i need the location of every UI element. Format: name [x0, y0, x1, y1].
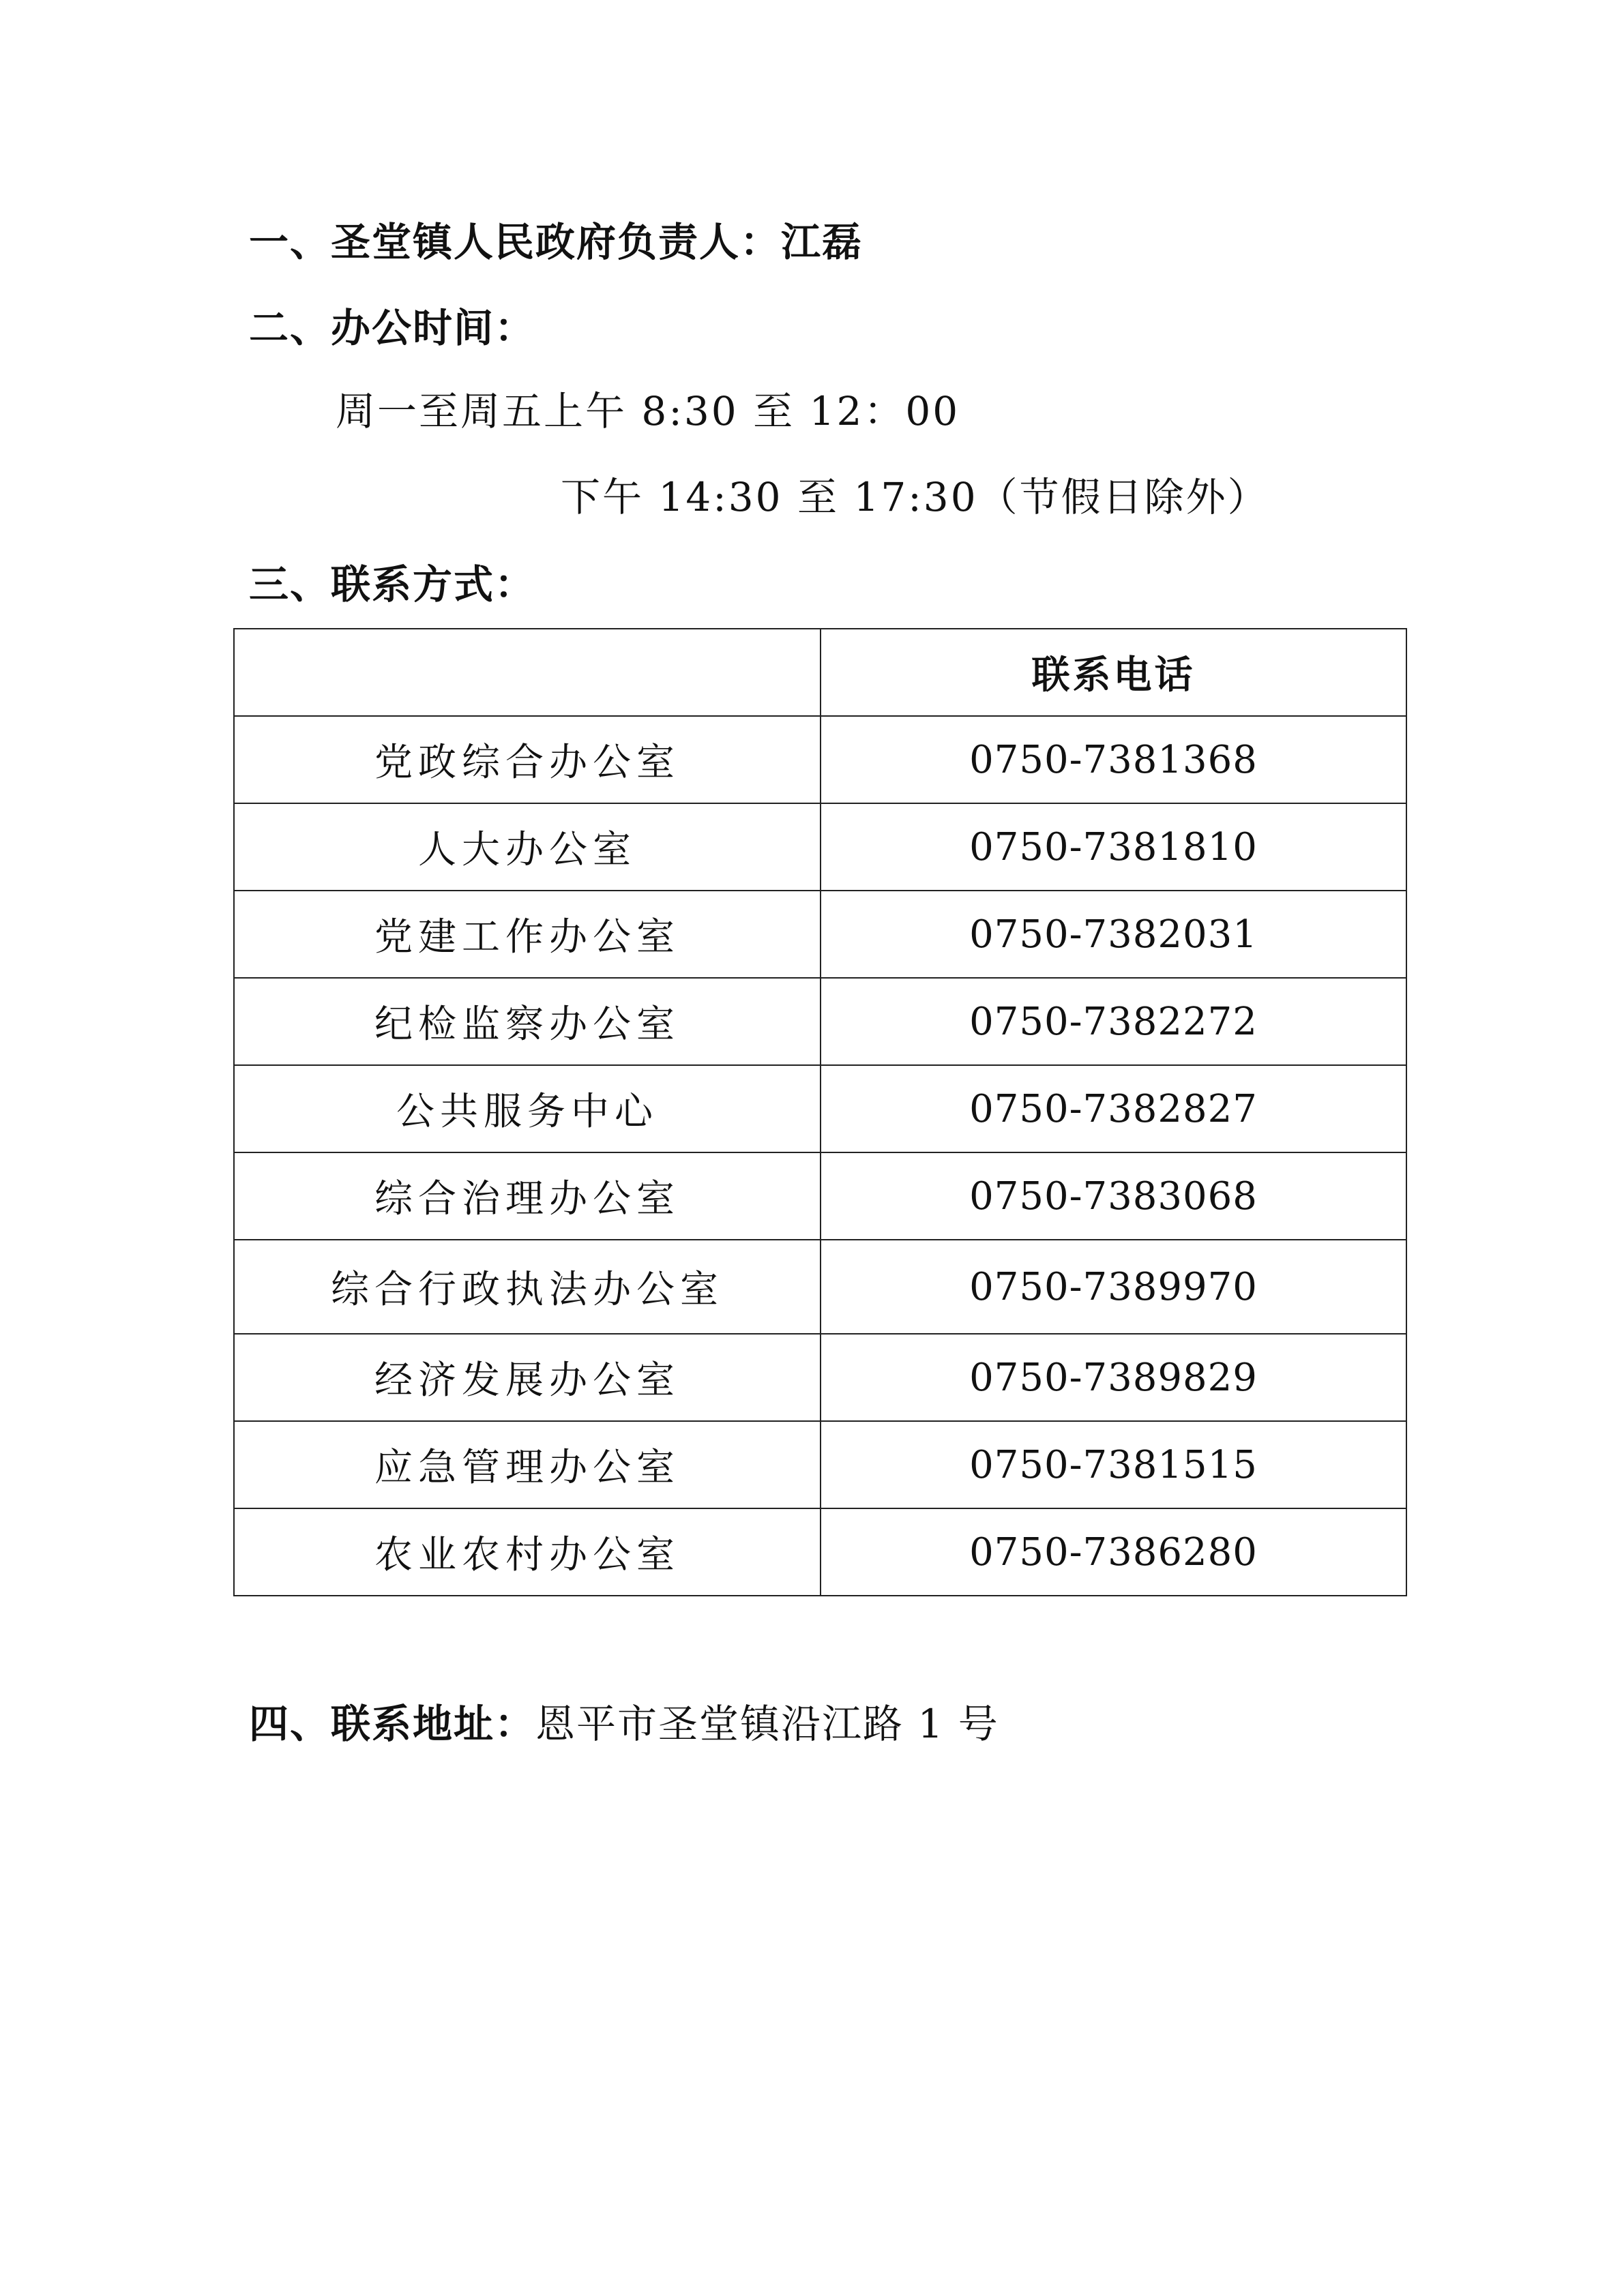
phone-number: 0750-7389829 [821, 1334, 1406, 1421]
phone-number: 0750-7381810 [821, 803, 1406, 891]
table-row [234, 1152, 1406, 1240]
contact-heading: 三、联系方式： [249, 561, 536, 608]
header-phone: 联系电话 [821, 629, 1406, 716]
table-row [234, 1240, 1406, 1334]
phone-number: 0750-7383068 [821, 1152, 1406, 1240]
address-label: 四、联系地址： [249, 1701, 536, 1747]
table-row [234, 1334, 1406, 1421]
department-name: 经济发展办公室 [234, 1334, 821, 1421]
table-row [234, 803, 1406, 891]
leader-line [249, 215, 863, 269]
header-department [234, 629, 821, 716]
phone-number: 0750-7382031 [821, 891, 1406, 978]
department-name: 综合行政执法办公室 [234, 1240, 821, 1334]
table-row [234, 1508, 1406, 1596]
phone-number: 0750-7389970 [821, 1240, 1406, 1334]
phone-number: 0750-7382827 [821, 1065, 1406, 1152]
office-hours-heading: 二、办公时间： [249, 305, 536, 351]
table-row [234, 1421, 1406, 1508]
department-name: 党政综合办公室 [234, 716, 821, 803]
table-header-row [234, 629, 1406, 716]
address-line [249, 1697, 999, 1751]
table-row [234, 1065, 1406, 1152]
department-name: 应急管理办公室 [234, 1421, 821, 1508]
office-hours-afternoon: 下午 14:30 至 17:30（节假日除外） [561, 474, 1269, 520]
department-name: 公共服务中心 [234, 1065, 821, 1152]
department-name: 农业农村办公室 [234, 1508, 821, 1596]
table-row [234, 978, 1406, 1065]
office-hours-morning: 周一至周五上午 8:30 至 12：00 [336, 388, 960, 434]
department-name: 综合治理办公室 [234, 1152, 821, 1240]
table-row [234, 891, 1406, 978]
table-row [234, 716, 1406, 803]
phone-number: 0750-7381368 [821, 716, 1406, 803]
phone-number: 0750-7386280 [821, 1508, 1406, 1596]
department-name: 党建工作办公室 [234, 891, 821, 978]
department-name: 纪检监察办公室 [234, 978, 821, 1065]
contact-table [233, 628, 1407, 1596]
leader-name: 江磊 [781, 219, 863, 265]
leader-label: 一、圣堂镇人民政府负责人： [249, 219, 782, 265]
phone-number: 0750-7382272 [821, 978, 1406, 1065]
phone-number: 0750-7381515 [821, 1421, 1406, 1508]
address-value: 恩平市圣堂镇沿江路 1 号 [535, 1701, 999, 1747]
department-name: 人大办公室 [234, 803, 821, 891]
